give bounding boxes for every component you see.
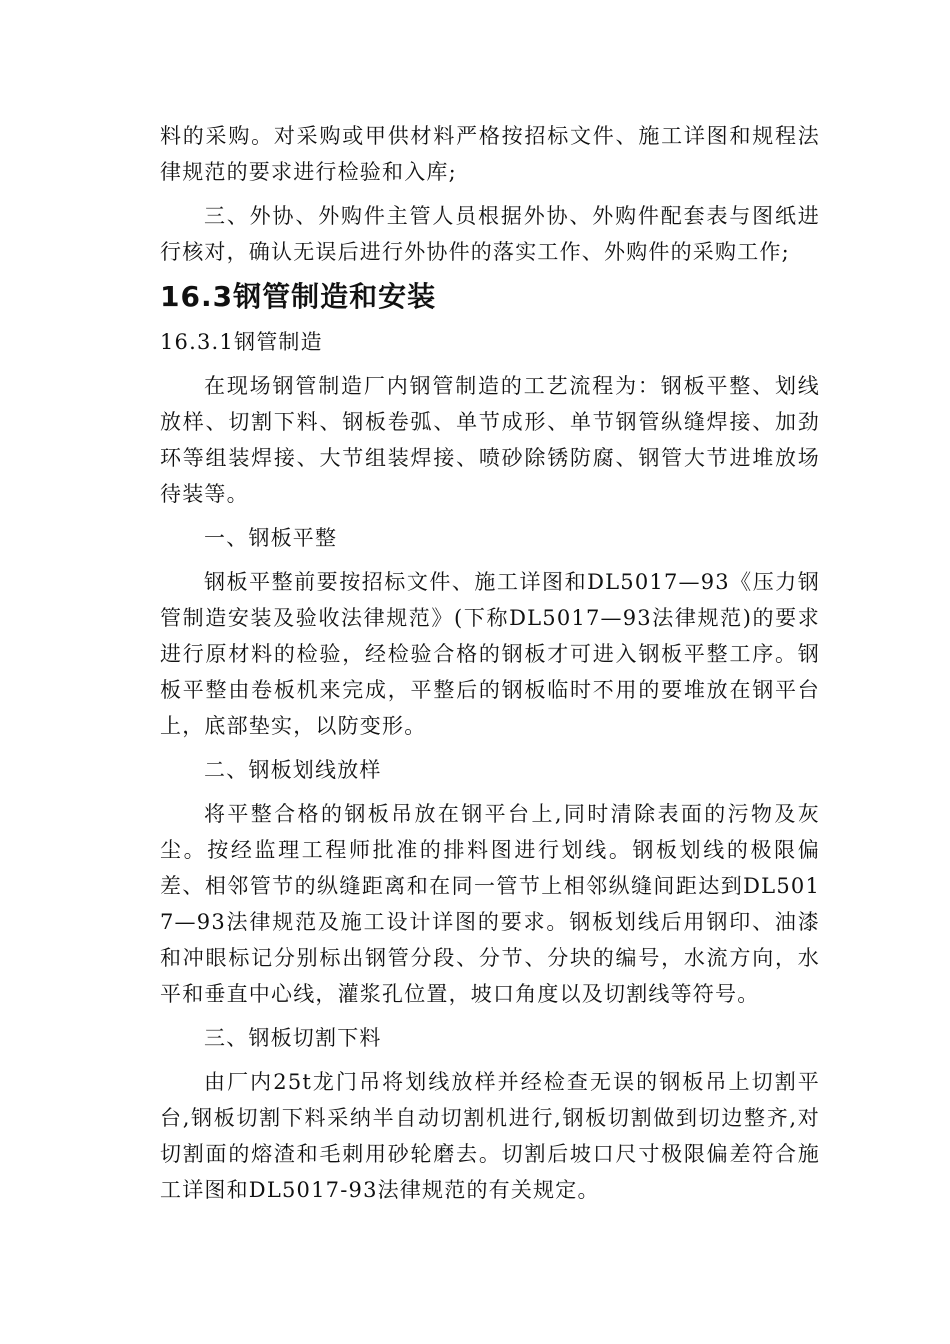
section-title: 16.3钢管制造和安装 bbox=[160, 280, 437, 313]
paragraph-marking-layout: 将平整合格的钢板吊放在钢平台上,同时清除表面的污物及灰尘。按经监理工程师批准的排料图进行划线。钢板划线的极限偏差、相邻管节的纵缝距离和在同一管节上相邻纵缝间距达到DL5017—93法律规范及施工设计详图的要求。钢板划线后用钢印、油漆和冲眼标记分别标出钢管分段、分节、分块的编号，水流方向，水平和垂直中心线，灌浆孔位置，坡口角度以及切割线等符号。 bbox=[160, 802, 820, 1006]
paragraph-procurement-continued: 料的采购。对采购或甲供材料严格按招标文件、施工详图和规程法律规范的要求进行检验和入库; bbox=[160, 124, 820, 184]
paragraph-cutting: 由厂内25t龙门吊将划线放样并经检查无误的钢板吊上切割平台,钢板切割下料采纳半自动切割机进行,钢板切割做到切边整齐,对切割面的熔渣和毛刺用砂轮磨去。切割后坡口尺寸极限偏差符合施工详图和DL5017-93法律规范的有关规定。 bbox=[160, 1070, 820, 1202]
paragraph-plate-leveling: 钢板平整前要按招标文件、施工详图和DL5017—93《压力钢管制造安装及验收法律规范》(下称DL5017—93法律规范)的要求进行原材料的检验，经检验合格的钢板才可进入钢板平整工序。钢板平整由卷板机来完成，平整后的钢板临时不用的要堆放在钢平台上，底部垫实，以防变形。 bbox=[160, 570, 820, 738]
paragraph-outsourcing: 三、外协、外购件主管人员根据外协、外购件配套表与图纸进行核对，确认无误后进行外协件的落实工作、外购件的采购工作; bbox=[160, 204, 820, 264]
subsection-title: 16.3.1钢管制造 bbox=[160, 330, 323, 354]
paragraph-process-flow: 在现场钢管制造厂内钢管制造的工艺流程为：钢板平整、划线放样、切割下料、钢板卷弧、单节成形、单节钢管纵缝焊接、加劲环等组装焊接、大节组装焊接、喷砂除锈防腐、钢管大节进堆放场待装等。 bbox=[160, 374, 820, 506]
item-heading-marking-layout: 二、钢板划线放样 bbox=[204, 758, 382, 782]
document-page bbox=[160, 118, 820, 1208]
item-heading-plate-leveling: 一、钢板平整 bbox=[204, 526, 338, 550]
item-heading-cutting: 三、钢板切割下料 bbox=[204, 1026, 382, 1050]
